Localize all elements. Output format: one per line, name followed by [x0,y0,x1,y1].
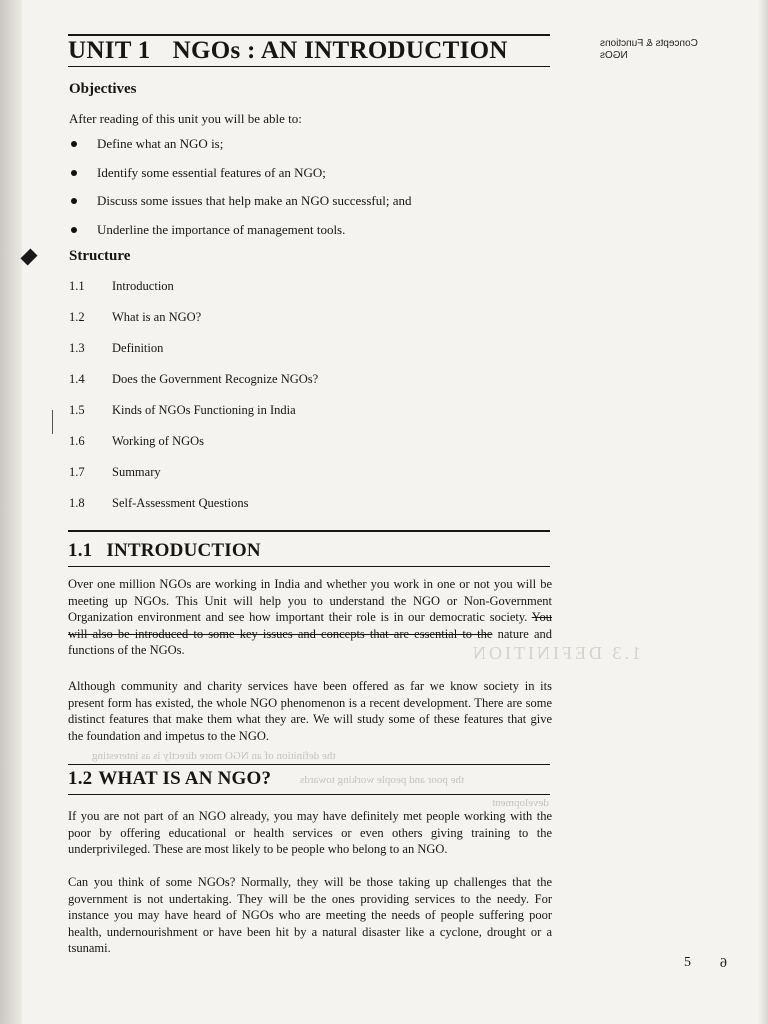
structure-row: 1.3 Definition [69,341,164,355]
intro-paragraph-2: Although community and charity services have been offered as far we know society in its present form has existed, the whole NGO phenomenon is a recent development. There are some distinct features that make them what they are. We will study some of these features that give the foundation and impetus to the NGO. [68,679,552,743]
structure-row: 1.8 Self-Assessment Questions [69,496,249,510]
bleed-through-text: 1.3 DEFINITION [470,643,641,663]
page-left-shadow [0,0,22,1024]
structure-row: 1.7 Summary [69,465,161,479]
margin-tick [52,410,53,434]
structure-row: 1.5 Kinds of NGOs Functioning in India [69,403,296,417]
objective-item: Underline the importance of management tools. [69,222,549,251]
structure-row: 1.4 Does the Government Recognize NGOs? [69,372,319,386]
objective-item: Identify some essential features of an NGO; [69,165,549,194]
bleed-through-text: development [492,797,549,809]
running-head [600,38,730,62]
bullet-icon [71,141,77,147]
bullet-icon [71,227,77,233]
objective-item: Discuss some issues that help make an NGO successful; and [69,193,549,222]
page-right-shadow [758,0,768,1024]
structure-row: 1.2 What is an NGO? [69,310,202,324]
title-bottom-rule [68,66,550,67]
section-1-1-heading: 1.1 INTRODUCTION [68,540,261,561]
bleed-through-text: the definition of an NGO more directly is as interesting [92,750,336,762]
structure-heading: Structure [69,248,131,264]
objective-item: Define what an NGO is; [69,136,549,165]
what-is-ngo-paragraph-2: Can you think of some NGOs? Normally, they will be those taking up challenges that the government is not undertaking. They will be the ones providing services to the needy. For instance you may have heard of NGOs who are meeting the needs of people suffering poor health, undernourishment or have been hit by a natural disaster like a cyclone, drought or a tsunami. [68,875,552,956]
what-is-ngo-paragraph-1: If you are not part of an NGO already, you may have definitely met people working with the poor by offering educational or health services or even others giving training to the underprivileged. These are most likely to be people who belong to an NGO. [68,809,552,857]
running-head-line1: Concepts & Functions [600,38,698,49]
running-head-line2: NGOs [600,50,628,61]
unit-title [68,37,508,65]
objectives-intro: After reading of this unit you will be able to: [69,111,302,126]
section-1-1-bottom-rule [68,566,550,567]
corner-mark: 6 [720,956,727,971]
section-1-2-top-rule [68,764,550,765]
title-top-rule [68,34,550,36]
bullet-icon [71,170,77,176]
bleed-through-text: the poor and people working towards [300,774,465,786]
section-1-2-bottom-rule [68,794,550,795]
section-1-2-heading: 1.2 WHAT IS AN NGO? [68,768,272,789]
page-number: 5 [684,955,691,970]
unit-name: NGOs : AN INTRODUCTION [172,37,508,64]
objectives-list [69,136,549,250]
bullet-icon [71,198,77,204]
structure-row: 1.1 Introduction [69,279,174,293]
binding-mark [21,249,38,266]
structure-row: 1.6 Working of NGOs [69,434,205,448]
intro-paragraph-1: Over one million NGOs are working in India and whether you work in one or not you will be meeting up NGOs. This Unit will help you to understand the NGO or Non-Government Organization environment and see how important their role is in our democratic society. You will also be introduced to some key issues and concepts that are essential to the nature and functions of the NGOs. [68,577,553,658]
objectives-heading: Objectives [69,81,137,97]
structure-list [69,278,549,526]
section-1-1-top-rule [68,530,550,532]
unit-number: UNIT 1 [68,37,151,64]
